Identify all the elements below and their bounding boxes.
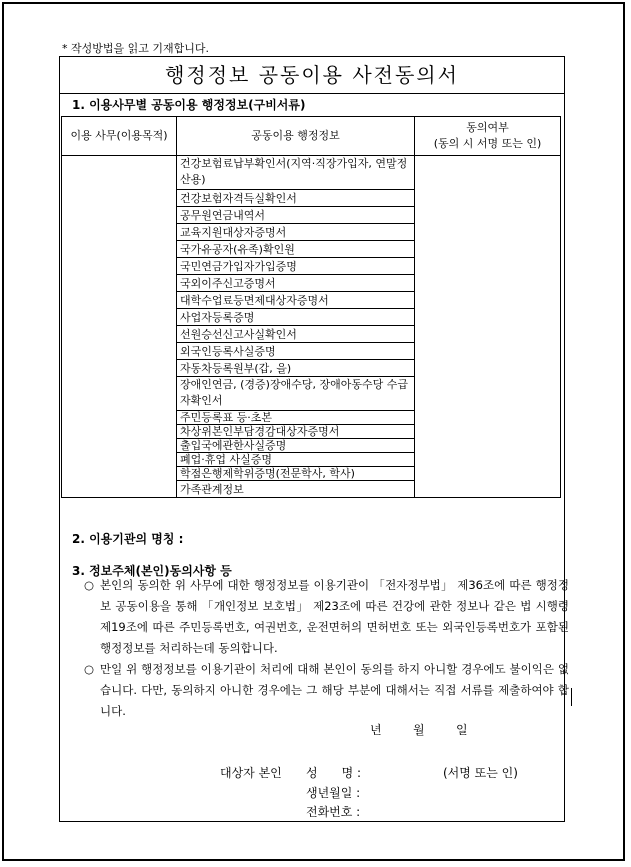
date-month: 월 — [413, 723, 425, 737]
info-item: 국민연금가입자가입증명 — [177, 258, 415, 275]
info-item: 가족관계정보 — [177, 481, 415, 498]
info-item: 대학수업료등면제대상자증명서 — [177, 292, 415, 309]
consent-text-2: 만일 위 행정정보를 이용기관이 처리에 대해 본인이 동의를 하지 아니할 경우에도 불이익은 없습니다. 다만, 동의하지 아니한 경우에는 그 해당 부분에 대해서는 직접 서류를 제출하여야 합니다. — [100, 662, 569, 718]
info-item: 건강보험자격득실확인서 — [177, 190, 415, 207]
info-item: 사업자등록증명 — [177, 309, 415, 326]
consent-text-1: 본인의 동의한 위 사무에 대한 행정정보를 이용기관이 「전자정부법」 제36조에 따른 행정정보 공동이용을 통해 「개인정보 보호법」 제23조에 따른 건강에 관한 정보나 같은 법 시행령 제19조에 따른 주민등록번호, 여권번호, 운전면허의 면허번호 또는 외국인등록번호가 포함된 행정정보를 처리하는데 동의합니다. — [100, 578, 569, 655]
info-item: 공무원연금내역서 — [177, 207, 415, 224]
info-item: 선원승선신고사실확인서 — [177, 326, 415, 343]
col-consent-line1: 동의여부 — [466, 121, 509, 134]
info-item: 건강보험료납부확인서(지역·직장가입자, 연말정산용) — [177, 156, 415, 190]
phone-label: 전화번호 : — [306, 805, 361, 819]
consent-paragraph-2 — [84, 659, 569, 722]
section3-heading: 3. 정보주체(본인)동의사항 등 — [72, 564, 232, 578]
consent-table — [61, 116, 561, 498]
col-usage-header: 이용 사무(이용목적) — [62, 117, 177, 156]
margin-mark — [571, 688, 572, 706]
name-label: 성 명 : — [306, 766, 362, 780]
info-item: 국외이주신고증명서 — [177, 275, 415, 292]
consent-paragraph-1 — [84, 575, 569, 659]
date-day: 일 — [456, 723, 468, 737]
usage-cell[interactable] — [62, 156, 177, 498]
date-year: 년 — [370, 723, 382, 737]
info-item: 주민등록표 등·초본 — [177, 411, 415, 425]
info-item: 외국인등록사실증명 — [177, 343, 415, 360]
instruction-note: * 작성방법을 읽고 기재합니다. — [62, 42, 209, 55]
info-item: 출입국에관한사실증명 — [177, 439, 415, 453]
col-info-header: 공동이용 행정정보 — [177, 117, 415, 156]
section1-heading: 1. 이용사무별 공동이용 행정정보(구비서류) — [72, 98, 306, 112]
info-item: 장애인연금, (경증)장애수당, 장애아동수당 수급자확인서 — [177, 377, 415, 411]
bullet-icon: ○ — [84, 578, 95, 592]
col-consent-header — [415, 117, 561, 156]
page-title: 행정정보 공동이용 사전동의서 — [59, 56, 565, 94]
info-item: 학점은행제학위증명(전문학사, 학사) — [177, 467, 415, 481]
consent-signature-cell[interactable] — [415, 156, 561, 498]
bullet-icon: ○ — [84, 662, 95, 676]
info-item: 폐업·휴업 사실증명 — [177, 453, 415, 467]
info-item: 차상위본인부담경감대상자증명서 — [177, 425, 415, 439]
info-item: 교육지원대상자증명서 — [177, 224, 415, 241]
info-item: 국가유공자(유족)확인원 — [177, 241, 415, 258]
info-item: 자동차등록원부(갑, 을) — [177, 360, 415, 377]
subject-label: 대상자 본인 — [220, 766, 282, 780]
stamp-label: (서명 또는 인) — [443, 766, 518, 780]
section2-heading: 2. 이용기관의 명칭 : — [72, 532, 184, 546]
birth-label: 생년월일 : — [306, 786, 361, 800]
col-consent-line2: (동의 시 서명 또는 인) — [433, 137, 542, 150]
